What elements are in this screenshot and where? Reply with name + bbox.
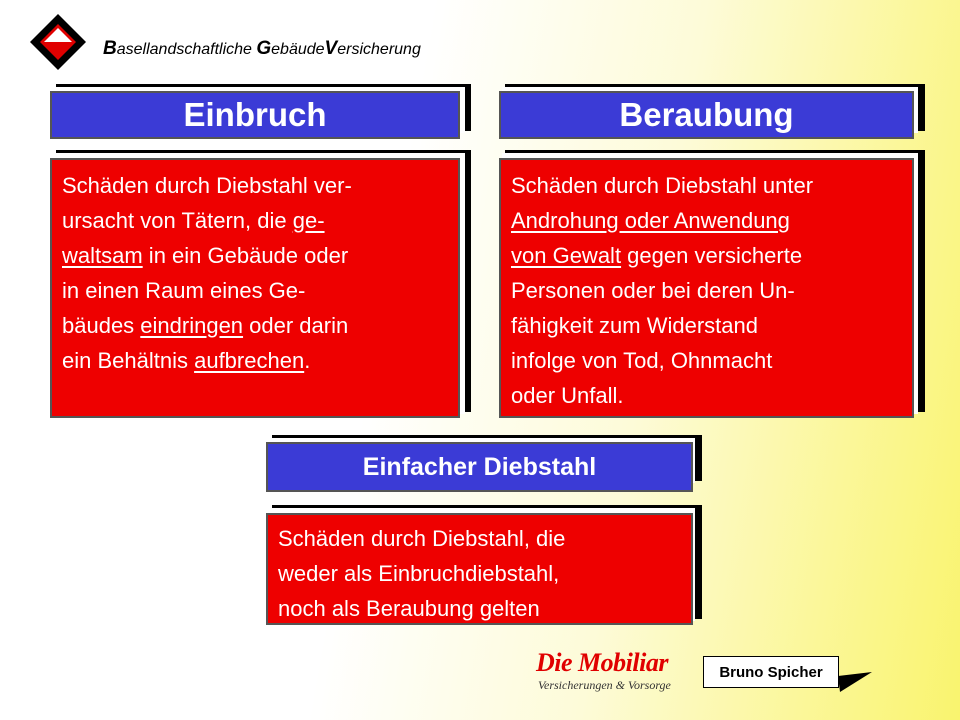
text-segment: infolge von Tod, Ohnmacht	[511, 348, 773, 373]
text-line	[62, 168, 448, 203]
bgv-diamond-logo-icon	[30, 14, 86, 70]
text-segment: ursacht von Tätern, die	[62, 208, 293, 233]
arrow-pointer-icon	[838, 672, 872, 692]
text-line	[511, 343, 902, 378]
text-line	[511, 273, 902, 308]
einbruch-description	[50, 158, 460, 418]
org-word-rest: ersicherung	[337, 41, 421, 58]
org-word-rest: ebäude	[271, 41, 325, 58]
einbruch-title: Einbruch	[50, 91, 460, 139]
text-line	[62, 273, 448, 308]
underlined-term: waltsam	[62, 243, 143, 268]
text-segment: Schäden durch Diebstahl, die	[278, 526, 566, 551]
text-segment: weder als Einbruchdiebstahl,	[278, 561, 560, 586]
underlined-term: ge-	[292, 208, 325, 233]
text-segment: noch als Beraubung gelten	[278, 596, 540, 621]
text-line	[62, 203, 448, 238]
author-label: Bruno Spicher	[703, 656, 839, 688]
underlined-term: Androhung oder Anwendung	[511, 208, 790, 233]
org-initial: G	[256, 38, 272, 59]
org-initial: V	[324, 38, 338, 59]
text-line	[511, 378, 902, 413]
underlined-term: von Gewalt	[511, 243, 622, 268]
diebstahl-description	[266, 513, 693, 625]
diebstahl-title: Einfacher Diebstahl	[266, 442, 693, 492]
text-line	[511, 308, 902, 343]
text-segment: Schäden durch Diebstahl unter	[511, 173, 814, 198]
text-segment: in ein Gebäude oder	[142, 243, 349, 268]
beraubung-title: Beraubung	[499, 91, 914, 139]
text-segment: .	[304, 348, 311, 373]
beraubung-description	[499, 158, 914, 418]
text-line	[278, 521, 681, 556]
text-segment: ein Behältnis	[62, 348, 195, 373]
underlined-term: aufbrechen	[194, 348, 305, 373]
text-line	[511, 203, 902, 238]
text-line	[278, 591, 681, 626]
text-segment: Schäden durch Diebstahl ver-	[62, 173, 352, 198]
text-segment: bäudes	[62, 313, 141, 338]
text-segment: oder Unfall.	[511, 383, 624, 408]
text-line	[62, 343, 448, 378]
underlined-term: eindringen	[140, 313, 244, 338]
text-segment: oder darin	[243, 313, 349, 338]
text-line	[511, 168, 902, 203]
mobiliar-logo-text: Die Mobiliar	[536, 648, 668, 677]
text-segment: in einen Raum eines Ge-	[62, 278, 306, 303]
org-word-rest: asellandschaftliche	[116, 41, 257, 58]
org-name	[103, 38, 421, 60]
text-line	[511, 238, 902, 273]
text-segment: gegen versicherte	[621, 243, 803, 268]
mobiliar-logo-tagline: Versicherungen & Vorsorge	[538, 678, 671, 692]
text-line	[278, 556, 681, 591]
text-line	[62, 308, 448, 343]
text-segment: fähigkeit zum Widerstand	[511, 313, 758, 338]
text-line	[62, 238, 448, 273]
text-segment: Personen oder bei deren Un-	[511, 278, 795, 303]
org-initial: B	[103, 38, 117, 59]
